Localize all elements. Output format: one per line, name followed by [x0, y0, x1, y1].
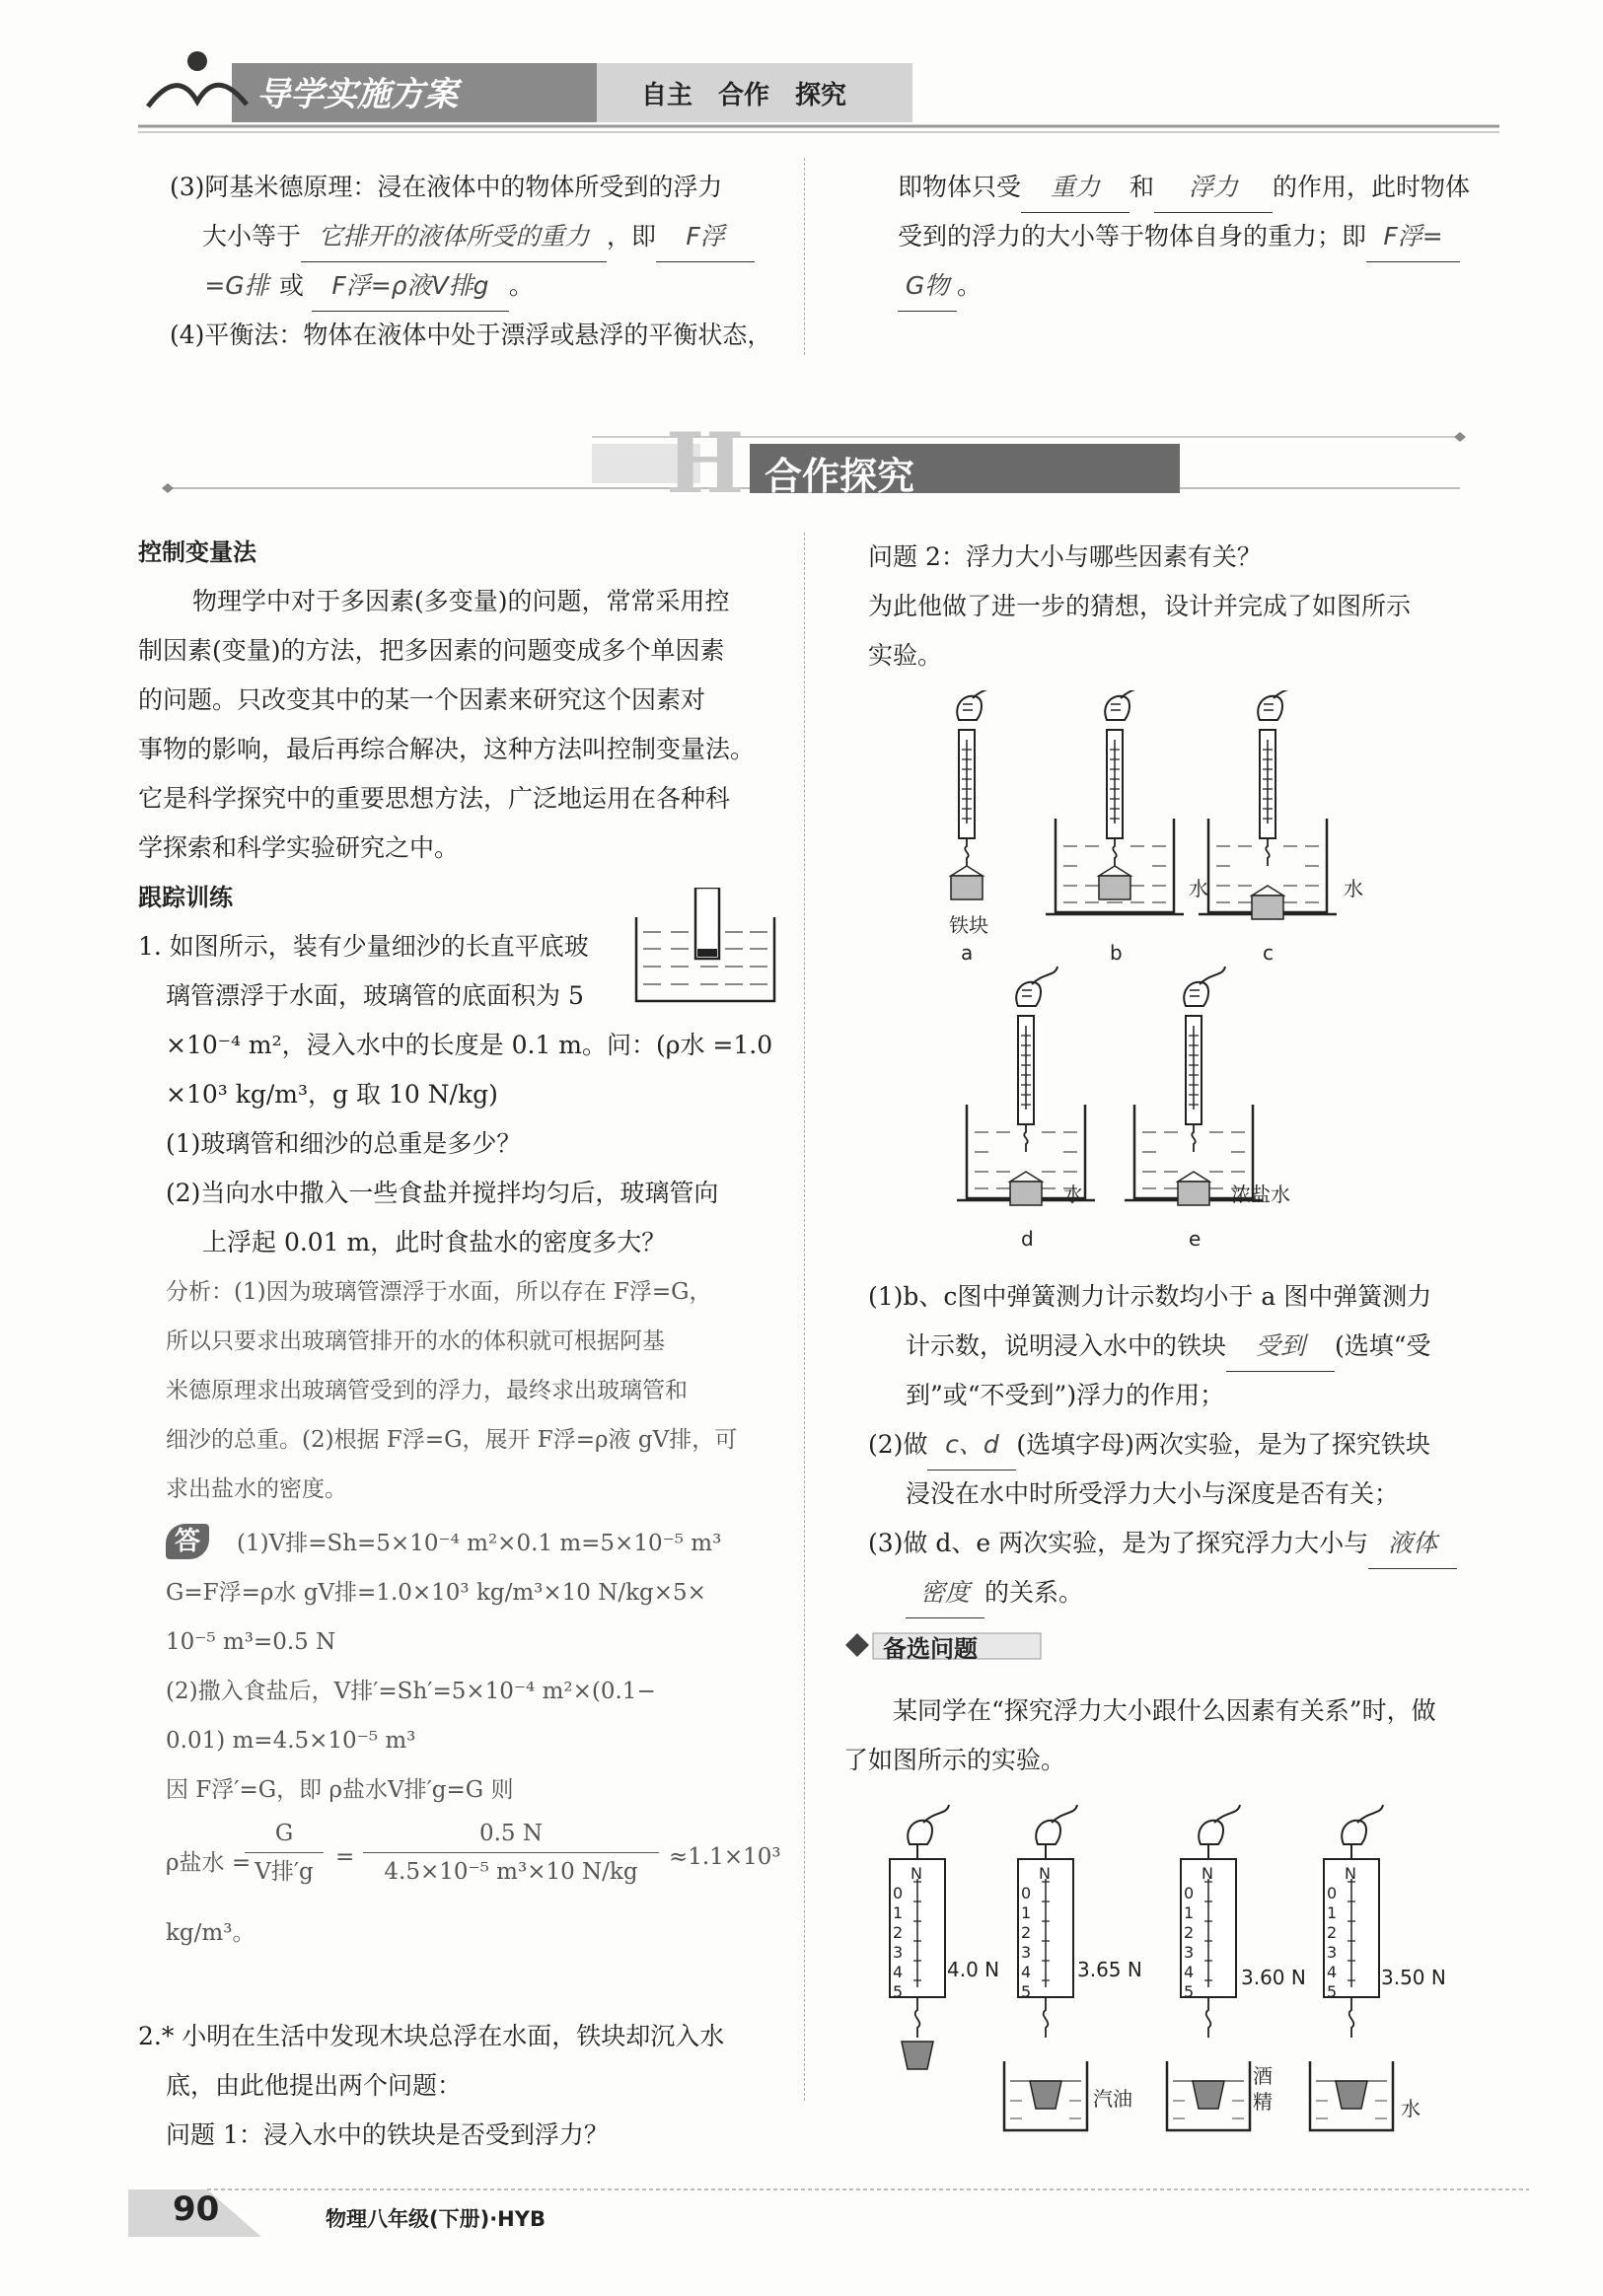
- q1-line-6: (2)当向水中撒入一些食盐并搅拌均匀后，玻璃管向: [166, 1179, 719, 1207]
- s2-line-1: (2)做 c、d (选填字母)两次实验，是为了探究铁块: [868, 1420, 1430, 1471]
- page-number: 90: [173, 2189, 220, 2229]
- formula-rhs: ≈1.1×10³: [669, 1844, 781, 1870]
- blank-buoyancy: 浮力: [1154, 163, 1273, 213]
- top-left-line-4: (4)平衡法：物体在液体中处于漂浮或悬浮的平衡状态，: [170, 321, 772, 349]
- heading-practice: 跟踪训练: [138, 884, 233, 911]
- top-left-line-2: 大小等于 它排开的液体所受的重力 ，即 F浮: [202, 212, 755, 262]
- formula-lhs: ρ盐水 =: [166, 1850, 252, 1876]
- blank-liquid: 液体: [1368, 1519, 1457, 1569]
- reading-1: 4.0 N: [947, 1958, 1000, 1981]
- p1-line-1: 物理学中对于多因素(多变量)的问题，常常采用控: [192, 587, 730, 615]
- p1-line-2: 制因素(变量)的方法，把多因素的问题变成多个单因素: [138, 636, 725, 665]
- blank-density: 密度: [906, 1568, 984, 1618]
- fig1-label-salt-water: 浓盐水: [1231, 1183, 1290, 1206]
- answer-line-4: (2)撒入食盐后，V排′=Sh′=5×10⁻⁴ m²×(0.1−: [166, 1679, 656, 1704]
- top-right-line-1: 即物体只受 重力 和 浮力 的作用，此时物体: [898, 163, 1470, 213]
- blank-g-obj: G物: [898, 261, 957, 312]
- analysis-line-2: 所以只要求出玻璃管排开的水的体积就可根据阿基: [166, 1328, 665, 1354]
- blank-archimedes: 它排开的液体所受的重力: [301, 212, 607, 262]
- q2-line-2: 底，由此他提出两个问题：: [166, 2071, 463, 2100]
- formula-eq: =: [335, 1844, 355, 1870]
- reading-4: 3.50 N: [1381, 1966, 1446, 1989]
- fig1-label-water-c: 水: [1344, 877, 1363, 900]
- page-footer: [128, 2180, 1529, 2239]
- book-title: 物理八年级(下册)·HYB: [326, 2207, 546, 2231]
- q1-line-5: (1)玻璃管和细沙的总重是多少？: [166, 1129, 522, 1158]
- blank-formula: F浮=ρ液V排g: [312, 261, 509, 312]
- q1-line-4: ×10³ kg/m³，g 取 10 N/kg): [166, 1080, 498, 1109]
- intro-line-2: 为此他做了进一步的猜想，设计并完成了如图所示: [868, 592, 1412, 620]
- s1-line-1: (1)b、c图中弹簧测力计示数均小于 a 图中弹簧测力: [868, 1282, 1432, 1311]
- answer-line-5: 0.01) m=4.5×10⁻⁵ m³: [166, 1728, 416, 1754]
- answer-line-2: G=F浮=ρ水 gV排=1.0×10³ kg/m³×10 N/kg×5×: [166, 1580, 706, 1606]
- q1-line-1: 1. 如图所示，装有少量细沙的长直平底玻: [138, 932, 589, 961]
- q1-line-3: ×10⁻⁴ m²，浸入水中的长度是 0.1 m。问：(ρ水 =1.0: [166, 1031, 773, 1059]
- s3-line-2: 密度 的关系。: [906, 1568, 1083, 1618]
- answer-line-1: (1)V排=Sh=5×10⁻⁴ m²×0.1 m=5×10⁻⁵ m³: [237, 1531, 722, 1556]
- analysis-line-1: 分析：(1)因为玻璃管漂浮于水面，所以存在 F浮=G，: [166, 1279, 712, 1305]
- top-left-line-1: (3)阿基米德原理：浸在液体中的物体所受到的浮力: [170, 173, 723, 201]
- analysis-line-4: 细沙的总重。(2)根据 F浮=G，展开 F浮=ρ液 gV排，可: [166, 1427, 738, 1453]
- spare-line-1: 某同学在“探究浮力大小跟什么因素有关系”时，做: [893, 1696, 1436, 1725]
- spare-problem-title: 备选问题: [883, 1635, 978, 1663]
- blank-cd: c、d: [927, 1420, 1016, 1471]
- p1-line-4: 事物的影响，最后再综合解决，这种方法叫控制变量法。: [138, 735, 756, 763]
- page-header: [138, 47, 1499, 138]
- intro-line-1: 问题 2：浮力大小与哪些因素有关？: [868, 542, 1262, 571]
- top-left-line-3: =G排 或 F浮=ρ液V排g 。: [202, 261, 534, 312]
- section-letter: H: [666, 414, 745, 512]
- p1-line-3: 的问题。只改变其中的某一个因素来研究这个因素对: [138, 685, 706, 714]
- top-column-divider: [804, 158, 805, 355]
- answer-line-3: 10⁻⁵ m³=0.5 N: [166, 1629, 336, 1655]
- spare-problem-tag: [843, 1627, 1051, 1663]
- q1-line-2: 璃管漂浮于水面，玻璃管的底面积为 5: [166, 981, 584, 1010]
- header-tags: 自主 合作 探究: [641, 81, 847, 110]
- s2-line-2: 浸没在水中时所受浮力大小与深度是否有关；: [906, 1479, 1400, 1508]
- section-title: 合作探究: [765, 455, 915, 498]
- top-right-line-3: G物 。: [898, 261, 982, 312]
- fig1-label-iron-block: 铁块: [949, 913, 988, 937]
- fig1-label-b: b: [1110, 941, 1123, 965]
- reading-3: 3.60 N: [1241, 1966, 1306, 1989]
- p1-line-6: 学探索和科学实验研究之中。: [138, 833, 460, 862]
- section-banner: [158, 414, 1470, 512]
- analysis-line-3: 米德原理求出玻璃管受到的浮力，最终求出玻璃管和: [166, 1378, 688, 1403]
- spare-line-2: 了如图所示的实验。: [843, 1746, 1066, 1774]
- heading-control-variable: 控制变量法: [138, 538, 256, 566]
- scale-numbers-4: N 0 1 2 3 4 5: [1327, 1864, 1356, 2001]
- liquid-water: 水: [1401, 2097, 1421, 2120]
- fig1-label-c: c: [1263, 941, 1274, 965]
- formula-unit: kg/m³。: [166, 1920, 255, 1946]
- liquid-gasoline: 汽油: [1093, 2087, 1132, 2111]
- analysis-line-5: 求出盐水的密度。: [166, 1476, 347, 1502]
- header-title: 导学实施方案: [256, 75, 458, 114]
- s1-line-3: 到”或“不受到”)浮力的作用；: [906, 1381, 1225, 1409]
- scale-numbers-1: N 0 1 2 3 4 5: [893, 1864, 922, 2001]
- blank-f-eq: F浮=: [1366, 212, 1460, 262]
- intro-line-3: 实验。: [868, 641, 943, 670]
- q2-line-1: 2.* 小明在生活中发现木块总浮在水面，铁块却沉入水: [138, 2022, 725, 2050]
- q1-line-7: 上浮起 0.01 m，此时食盐水的密度多大？: [202, 1228, 667, 1256]
- glass-tube-figure: [631, 888, 779, 1006]
- fraction-1: G V排′g: [245, 1815, 324, 1891]
- fig1-label-water-b: 水: [1189, 877, 1208, 900]
- s3-line-1: (3)做 d、e 两次实验，是为了探究浮力大小与 液体: [868, 1519, 1457, 1569]
- reading-2: 3.65 N: [1077, 1958, 1142, 1981]
- liquid-alcohol: 酒精: [1253, 2064, 1273, 2114]
- fig1-label-e: e: [1189, 1227, 1202, 1251]
- density-formula: [166, 1815, 797, 1903]
- scale-numbers-3: N 0 1 2 3 4 5: [1184, 1864, 1213, 2001]
- top-right-line-2: 受到的浮力的大小等于物体自身的重力；即 F浮=: [898, 212, 1460, 262]
- blank-gravity: 重力: [1021, 163, 1129, 213]
- blank-f-float: F浮: [656, 212, 755, 262]
- fig1-label-d: d: [1021, 1227, 1034, 1251]
- fig1-label-water-d: 水: [1063, 1183, 1083, 1206]
- blank-received: 受到: [1226, 1322, 1335, 1372]
- s1-line-2: 计示数，说明浸入水中的铁块 受到 (选填“受: [906, 1322, 1431, 1372]
- q2-line-3: 问题 1：浸入水中的铁块是否受到浮力？: [166, 2120, 609, 2149]
- answer-line-6: 因 F浮′=G，即 ρ盐水V排′g=G 则: [166, 1777, 514, 1803]
- experiment-figure-1: [927, 690, 1401, 1282]
- main-column-divider: [804, 533, 805, 2101]
- answer-badge: 答: [166, 1524, 209, 1559]
- scale-numbers-2: N 0 1 2 3 4 5: [1021, 1864, 1051, 2001]
- p1-line-5: 它是科学探究中的重要思想方法，广泛地运用在各种科: [138, 784, 731, 813]
- fraction-2: 0.5 N 4.5×10⁻⁵ m³×10 N/kg: [363, 1815, 659, 1891]
- fig1-label-a: a: [961, 941, 974, 965]
